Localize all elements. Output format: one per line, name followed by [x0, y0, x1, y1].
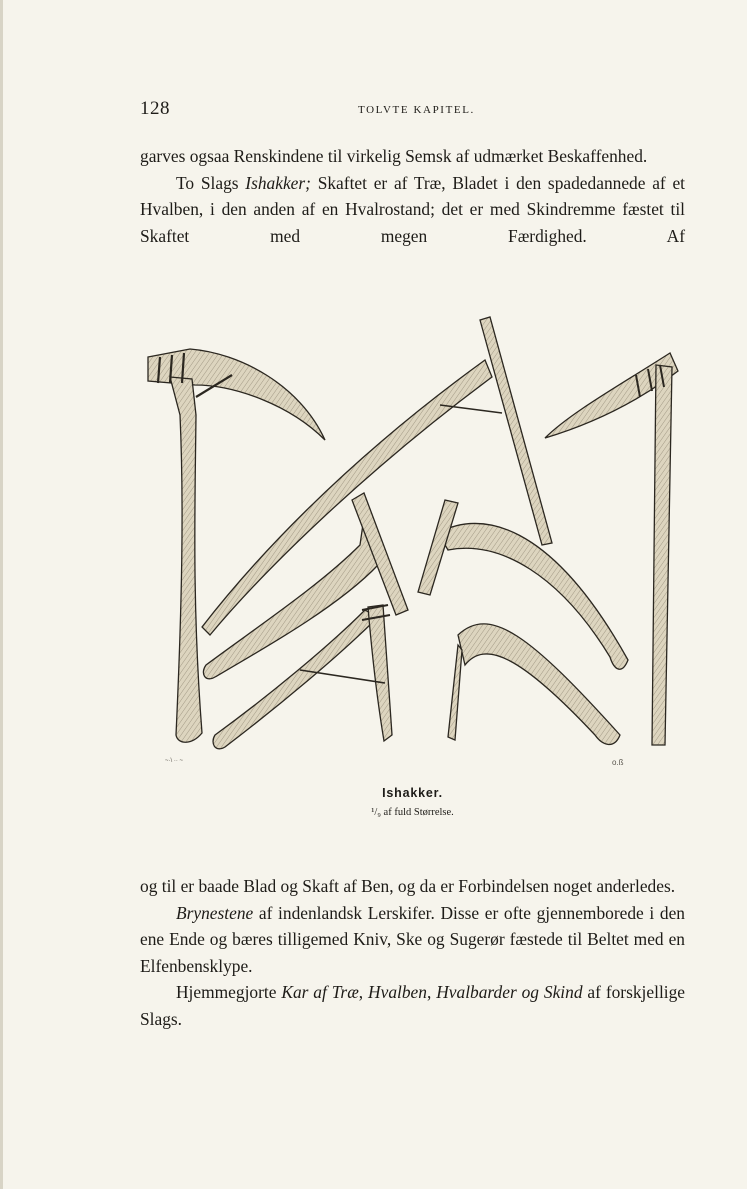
term-brynestene: Brynestene — [176, 902, 254, 923]
artist-mark: o.ß — [612, 758, 624, 767]
figure-ishakker — [140, 305, 685, 775]
text-description: Skaftet er af Træ, Bladet i den spadedannede af et Hvalben, i den anden af en Hvalrostand; det er med Skindremme fæstet til Skaftet med megen Færdighed. Af — [140, 172, 686, 246]
paragraph-hjemmegjorte — [140, 979, 685, 1032]
paragraph-ishakker — [140, 170, 685, 250]
ice-picks-illustration — [140, 305, 685, 775]
text-intro: To Slags — [176, 172, 246, 193]
lower-middle-pick — [213, 605, 392, 749]
lower-right-pick — [448, 624, 620, 745]
term-kar: Kar af Træ — [281, 982, 359, 1002]
figure-caption-scale: ¹/₉ af fuld Størrelse. — [371, 807, 454, 818]
text-slags: af forskjellige Slags. — [140, 982, 686, 1029]
term-hvalbarder: Hvalbarder og Skind — [436, 982, 583, 1002]
bottom-text-block — [140, 873, 685, 1032]
engraver-mark: ~·\ ·· ~ — [165, 758, 184, 764]
page-number: 128 — [140, 98, 170, 119]
term-ishakker: Ishakker; — [245, 172, 311, 193]
long-diagonal-pick — [202, 317, 552, 635]
paragraph-semsk: garves ogsaa Renskindene til virkelig Semsk af udmærket Beskaffenhed. — [140, 146, 648, 166]
separator-2: , — [426, 982, 437, 1002]
top-text-block — [140, 143, 685, 249]
paragraph-brynestene — [140, 900, 685, 980]
term-hvalben: Hvalben — [368, 982, 427, 1002]
running-head — [140, 98, 685, 122]
paragraph-blad-skaft: og til er baade Blad og Skaft af Ben, og da er Forbindelsen noget anderledes. — [140, 876, 676, 896]
text-brynestene: af indenlandsk Lerskifer. Disse er ofte gjennemborede i den ene Ende og bæres tilligemed Kniv, Ske og Sugerør fæstede til Beltet med en Elfenbensklype. — [140, 902, 685, 976]
figure-caption-title: Ishakker. — [382, 786, 443, 800]
text-hjemmegjorte: Hjemmegjorte — [176, 982, 282, 1002]
page-edge — [0, 0, 3, 1189]
chapter-title: TOLVTE KAPITEL. — [358, 104, 475, 116]
separator-1: , — [358, 982, 369, 1002]
